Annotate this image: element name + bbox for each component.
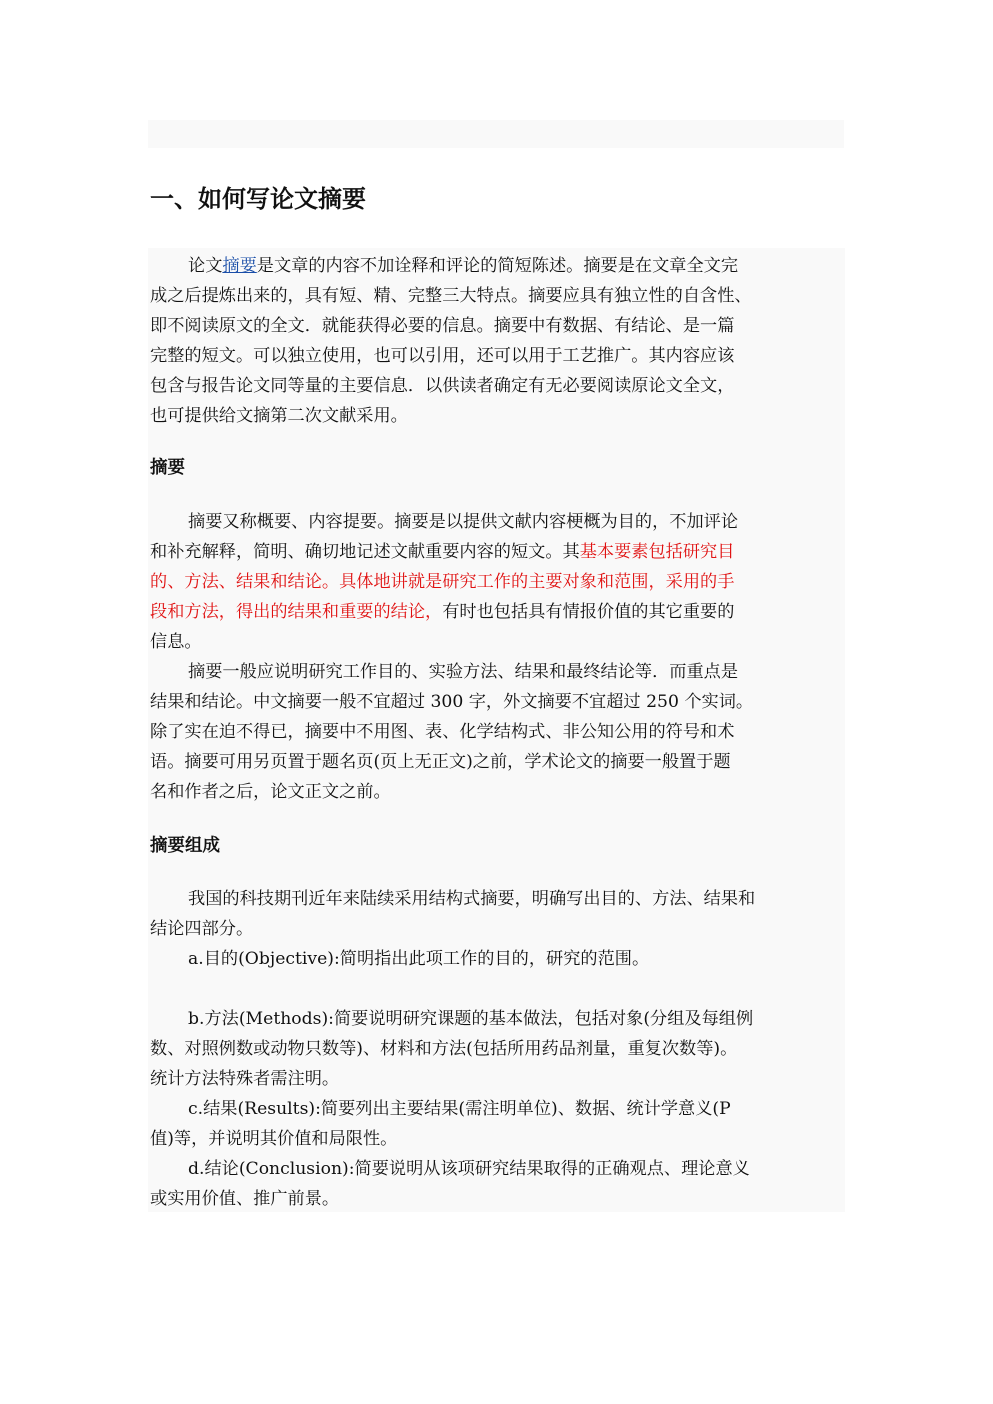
s1p2-line: 名和作者之后，论文正文之前。: [150, 782, 391, 802]
section2-intro: [150, 884, 845, 944]
s2-intro-line: 结论四部分。: [150, 919, 254, 939]
item-a-text: a.目的(Objective):简明指出此项工作的目的，研究的范围。: [188, 949, 650, 969]
s1p1-red: 基本要素包括研究目: [579, 542, 735, 562]
s1p1-line-1: [150, 507, 845, 537]
intro-line: 包含与报告论文同等量的主要信息．以供读者确定有无必要阅读原论文全文，: [150, 376, 735, 396]
item-d-line-1: [150, 1154, 845, 1184]
intro-rest: 是文章的内容不加诠释和评论的简短陈述。摘要是在文章全文完: [256, 256, 739, 276]
s2-intro-line-1: [150, 884, 845, 914]
s1p2-line: 除了实在迫不得已，摘要中不用图、表、化学结构式、非公知公用的符号和术: [150, 722, 735, 742]
item-c-text: c.结果(Results):简要列出主要结果(需注明单位)、数据、统计学意义(P: [188, 1099, 731, 1119]
s1p1-line-2: [150, 537, 845, 567]
s1p1-line-5: 信息。: [150, 632, 202, 652]
intro-paragraph: [150, 251, 845, 431]
item-b-line-1: [150, 1004, 845, 1034]
section-title-composition: 摘要组成: [150, 836, 220, 856]
s1p1-line-4: [150, 597, 845, 627]
item-objective: [150, 944, 845, 974]
s1p2-line-1: [150, 657, 845, 687]
s1p1-red-line: 的、方法、结果和结论。具体地讲就是研究工作的主要对象和范围，采用的手: [150, 572, 735, 592]
s1p1-red: 段和方法，得出的结果和重要的结论，: [150, 602, 443, 622]
intro-line: 即不阅读原文的全文．就能获得必要的信息。摘要中有数据、有结论、是一篇: [150, 316, 735, 336]
item-a-line: [150, 944, 845, 974]
item-d-line: 或实用价值、推广前景。: [150, 1189, 340, 1209]
intro-line: 也可提供给文摘第二次文献采用。: [150, 406, 408, 426]
intro-lead: 论文: [188, 256, 223, 276]
top-shaded-bar: [148, 120, 844, 148]
section1-paragraph-2: [150, 657, 845, 807]
item-results: [150, 1094, 845, 1154]
s1p2-line: 结果和结论。中文摘要一般不宜超过 300 字，外文摘要不宜超过 250 个实词。: [150, 692, 754, 712]
section1-paragraph-1: [150, 507, 845, 657]
item-b-text: b.方法(Methods):简要说明研究课题的基本做法，包括对象(分组及每组例: [188, 1009, 754, 1029]
s1p1-plain: 有时也包括具有情报价值的其它重要的: [442, 602, 735, 622]
item-b-line: 统计方法特殊者需注明。: [150, 1069, 340, 1089]
item-c-line-1: [150, 1094, 845, 1124]
item-d-text: d.结论(Conclusion):简要说明从该项研究结果取得的正确观点、理论意义: [188, 1159, 750, 1179]
page-title: 一、如何写论文摘要: [150, 185, 366, 213]
item-methods: [150, 1004, 845, 1094]
item-conclusion: [150, 1154, 845, 1214]
s1p2-text: 摘要一般应说明研究工作目的、实验方法、结果和最终结论等．而重点是: [188, 662, 739, 682]
intro-line: 完整的短文。可以独立使用，也可以引用，还可以用于工艺推广。其内容应该: [150, 346, 735, 366]
intro-line: 成之后提炼出来的，具有短、精、完整三大特点。摘要应具有独立性的自含性、: [150, 286, 752, 306]
abstract-link[interactable]: 摘要: [222, 256, 257, 276]
section-title-abstract: 摘要: [150, 458, 185, 478]
intro-line-1: [150, 251, 845, 281]
item-c-line: 值)等，并说明其价值和局限性。: [150, 1129, 398, 1149]
item-b-line: 数、对照例数或动物只数等)、材料和方法(包括所用药品剂量，重复次数等)。: [150, 1039, 738, 1059]
s1p2-line: 语。摘要可用另页置于题名页(页上无正文)之前，学术论文的摘要一般置于题: [150, 752, 731, 772]
s2-intro-text: 我国的科技期刊近年来陆续采用结构式摘要，明确写出目的、方法、结果和: [188, 889, 756, 909]
s1p1-text: 摘要又称概要、内容提要。摘要是以提供文献内容梗概为目的，不加评论: [188, 512, 739, 532]
s1p1-plain: 和补充解释，简明、确切地记述文献重要内容的短文。其: [150, 542, 580, 562]
